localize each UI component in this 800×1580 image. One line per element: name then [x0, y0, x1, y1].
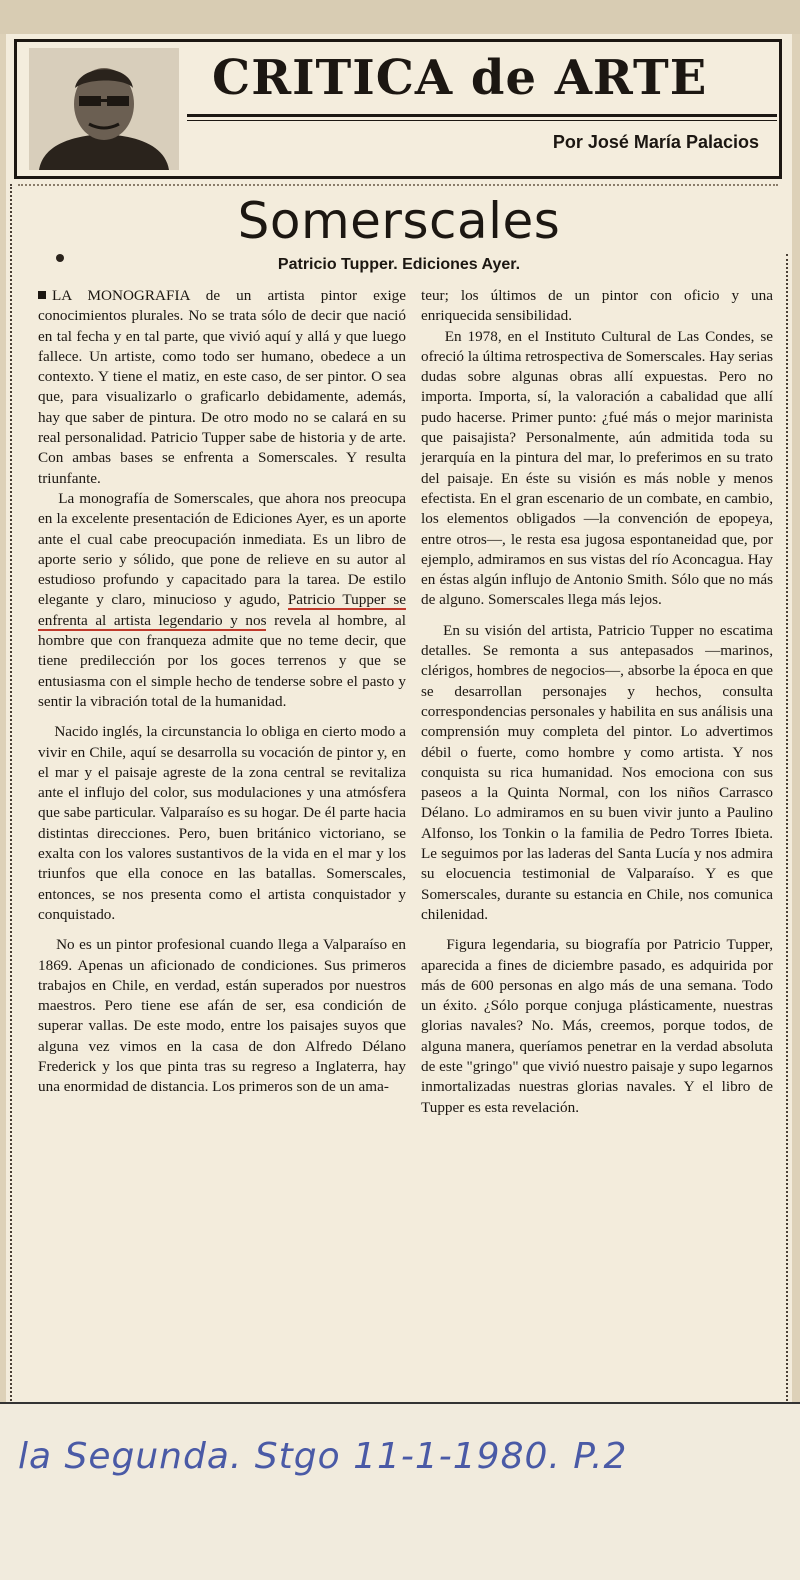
- left-dotted-border: [10, 184, 12, 1409]
- handwritten-annotation: la Segunda. Stgo 11-1-1980. P.2: [18, 1436, 628, 1477]
- right-dotted-border: [786, 254, 788, 1409]
- paragraph: [421, 327, 773, 611]
- paragraph-text: Nacido inglés, la circunstancia lo obliga en cierto modo a vivir en Chile, aquí se desarrolla su vocación de pintor y, en el mar y el paisaje agreste de la zona central se revitaliza ante el influjo del color, sus modulaciones y una atmósfera que sabe particular. Valparaíso es su hogar. De él parte hacia distintas direcciones. Pero, buen británico victoriano, se exalta con los valores sustantivos de la vida en el mar y los triunfos que ella conoce en las batallas. Somerscales, entonces, se nos presenta como el artista conquistador y conquistado.: [38, 723, 407, 923]
- paragraph-text: revela al hombre, al hombre que con franqueza admite que no teme decir, que tiene predilección por los goces terrenos y que se entusiasma con el simple hecho de tenderse sobre el pasto y sentir la vibración total de la humanidad.: [38, 611, 406, 710]
- byline: Por José María Palacios: [552, 132, 759, 152]
- paragraph: [38, 489, 406, 712]
- article-column-left: [38, 286, 406, 1098]
- paragraph-text: teur; los últimos de un pintor con oficio y una enriquecida sensibilidad.: [421, 287, 773, 325]
- paragraph-text: No es un pintor profesional cuando llega a Valparaíso en 1869. Apenas un aficionado de condiciones. Sus primeros trabajos en Chile, en verdad, están superados por nuestros maestros. Pero tiene ese afán de ser, esa condición de superar vallas. De este modo, entre los paisajes suyos que alguna vez vimos en la casa de don Alfredo Délano Frederick y los que pinta tras su regreso a Inglaterra, hay una enormidad de distancia. Los primeros son de un ama-: [38, 936, 407, 1096]
- card-divider: [0, 1402, 800, 1404]
- paragraph-text: Figura legendaria, su biografía por Patricio Tupper, aparecida a fines de diciembre pasado, es adquirida por más de 600 personas en algo más de una semana. Todo un éxito. ¿Sólo porque conjuga plásticamente, nuestras glorias navales? No. Más, creemos, porque todos, de alguna manera, queríamos penetrar en la verdad absoluta de este "gringo" que vivió nuestro paisaje y supo legarnos inmortalizadas nuestras glorias navales. Y el libro de Tupper es esta revelación.: [421, 936, 774, 1116]
- background-band: [0, 0, 800, 34]
- lead-text: LA MONOGRAFIA de un artista: [52, 287, 305, 304]
- paragraph-text: En su visión del artista, Patricio Tupper no escatima detalles. Se remonta a sus antepasados —marinos, clérigos, hombres de negocios—, absorbe la época en que se desarrollan personajes y hechos, consulta correspondencias personales y habilita en sus análisis una comprensión muy completa del pintor. Lo advertimos débil o fuerte, como hombre y como artista. Y nos conquista su rica humanidad. Nos emociona con sus paseos a la Quinta Normal, con los niños Carrasco Délano. Lo admiramos en su buen vivir junto a Paulino Alfonso, los Tonkin o la familia de Pedro Torres Ibieta. Le seguimos por las laderas del Santa Lucía y nos admira su elocuencia testimonial de Valparaíso. Y es que Somerscales, durante su estancia en Chile, nos comunica chilenidad.: [421, 621, 773, 923]
- article-column-right: [421, 286, 773, 1118]
- square-bullet-icon: [38, 291, 46, 299]
- paragraph: [38, 286, 406, 489]
- article-title: Somerscales: [237, 192, 561, 250]
- paragraph-text: En 1978, en el Instituto Cultural de Las Condes, se ofreció la última retrospectiva de Somerscales. Hay serias dudas sobre algunas obras allí expuestas. Pero no importa. Importa, sí, la valoración a cabalidad que allí pudo hacerse. Primer punto: ¿fué más o mejor marinista que paisajista? Personalmente, aún admitida toda su jerarquía en la pintura del mar, lo preferimos en su trato del paisaje. En éste su visión es más noble y menos efectista. En el gran escenario de un combate, en cambio, los elementos obligados —la convención de epopeya, entre otros—, le resta esa jugosa espontaneidad que, por ejemplo, admiramos en sus vistas del río Aconcagua. Hay en éstas algún influjo de Antonio Smith. Sólo que no más de alguno. Somerscales llega más lejos.: [421, 327, 773, 609]
- paragraph: [38, 935, 406, 1097]
- paragraph-text: pintor exige conocimientos plurales. No se trata sólo de decir que nació en tal fecha y en tal parte, que vivió aquí y allá y que luego fallece. Un artiste, como todo ser humano, obedece a un contexto. Y tiene el matiz, en este caso, de ser pintor. O sea que, para visualizarlo o graficarlo debidamente, además, hay que saber de pintura. De otro modo no se calará en su real personalidad. Patricio Tupper sabe de historia y de arte. Con ambas bases se enfrenta a Somerscales. Y resulta triunfante.: [38, 287, 406, 487]
- header-divider: [187, 114, 777, 117]
- top-dotted-border: [18, 184, 778, 186]
- article-subtitle: Patricio Tupper. Ediciones Ayer.: [277, 256, 521, 273]
- underlined-text: Patricio Tupper se enfrenta al artista legendario y nos: [38, 591, 406, 629]
- header-divider-thin: [187, 120, 777, 121]
- paragraph: [38, 722, 406, 925]
- portrait-image: [29, 48, 179, 170]
- paragraph: [421, 621, 773, 925]
- author-portrait: [29, 48, 179, 170]
- paragraph-text: La monografía de Somerscales, que ahora nos preocupa en la excelente presentación de Ediciones Ayer, es un aporte ante el cual cabe preocupación inmediata. Es un libro de aporte serio y sólido, que pone de relieve en su autor al estudioso profundo y capacitado para la tarea. De estilo elegante y claro, minucioso y agudo,: [38, 489, 406, 609]
- archive-card-area: [0, 1404, 800, 1580]
- section-title: CRITICA de ARTE: [212, 50, 708, 106]
- column-header: [14, 39, 782, 179]
- paragraph: [421, 935, 773, 1118]
- paragraph: [421, 286, 773, 327]
- newspaper-clipping: [6, 34, 792, 1434]
